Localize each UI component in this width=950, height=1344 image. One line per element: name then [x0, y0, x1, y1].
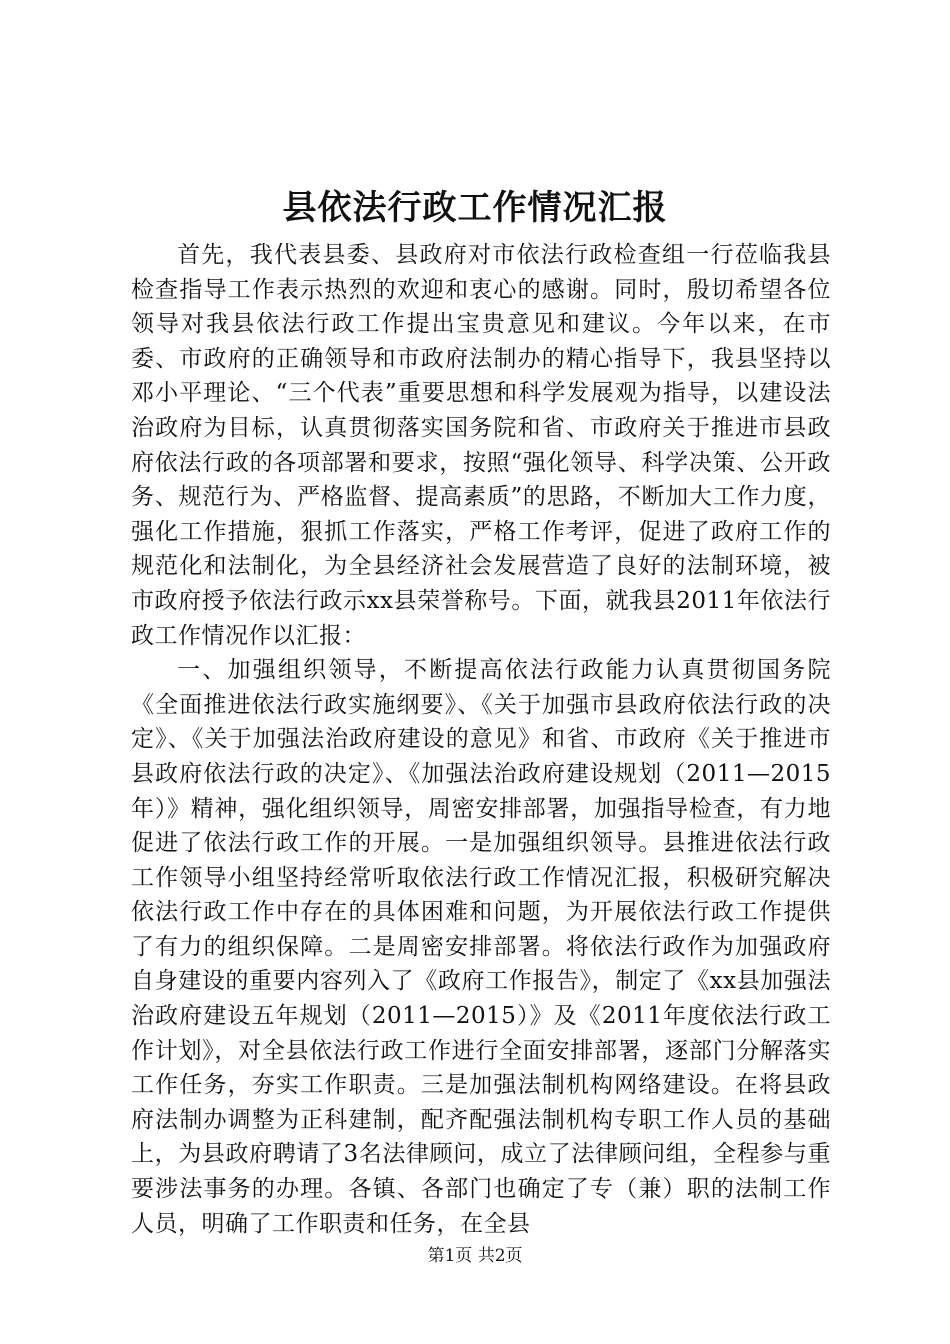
document-title: 县依法行政工作情况汇报 [282, 188, 668, 228]
page-footer: 第1页 共2页 [427, 1246, 523, 1266]
paragraph-intro: 首先，我代表县委、县政府对市依法行政检查组一行莅临我县检查指导工作表示热烈的欢迎和衷心的感谢。同时，殷切希望各位领导对我县依法行政工作提出宝贵意见和建议。今年以来，在市委、市政府的正确领导和市政府法制办的精心指导下，我县坚持以邓小平理论、“三个代表”重要思想和科学发展观为指导，以建设法治政府为目标，认真贯彻落实国务院和省、市政府关于推进市县政府依法行政的各项部署和要求，按照“强化领导、科学决策、公开政务、规范行为、严格监督、提高素质”的思路，不断加大工作力度，强化工作措施，狠抓工作落实，严格工作考评，促进了政府工作的规范化和法制化，为全县经济社会发展营造了良好的法制环境，被市政府授予依法行政示xx县荣誉称号。下面，就我县2011年依法行政工作情况作以汇报： [131, 242, 831, 649]
document-body [131, 238, 831, 1241]
paragraph-section-one: 一、加强组织领导，不断提高依法行政能力认真贯彻国务院《全面推进依法行政实施纲要》、《关于加强市县政府依法行政的决定》、《关于加强法治政府建设的意见》和省、市政府《关于推进市县政府依法行政的决定》、《加强法治政府建设规划（2011—2015年）》精神，强化组织领导，周密安排部署，加强指导检查，有力地促进了依法行政工作的开展。一是加强组织领导。县推进依法行政工作领导小组坚持经常听取依法行政工作情况汇报，积极研究解决依法行政工作中存在的具体困难和问题，为开展依法行政工作提供了有力的组织保障。二是周密安排部署。将依法行政作为加强政府自身建设的重要内容列入了《政府工作报告》，制定了《xx县加强法治政府建设五年规划（2011—2015）》及《2011年度依法行政工作计划》，对全县依法行政工作进行全面安排部署，逐部门分解落实工作任务，夯实工作职责。三是加强法制机构网络建设。在将县政府法制办调整为正科建制，配齐配强法制机构专职工作人员的基础上，为县政府聘请了3名法律顾问，成立了法律顾问组，全程参与重要涉法事务的办理。各镇、各部门也确定了专（兼）职的法制工作人员，明确了工作职责和任务，在全县 [131, 657, 831, 1237]
